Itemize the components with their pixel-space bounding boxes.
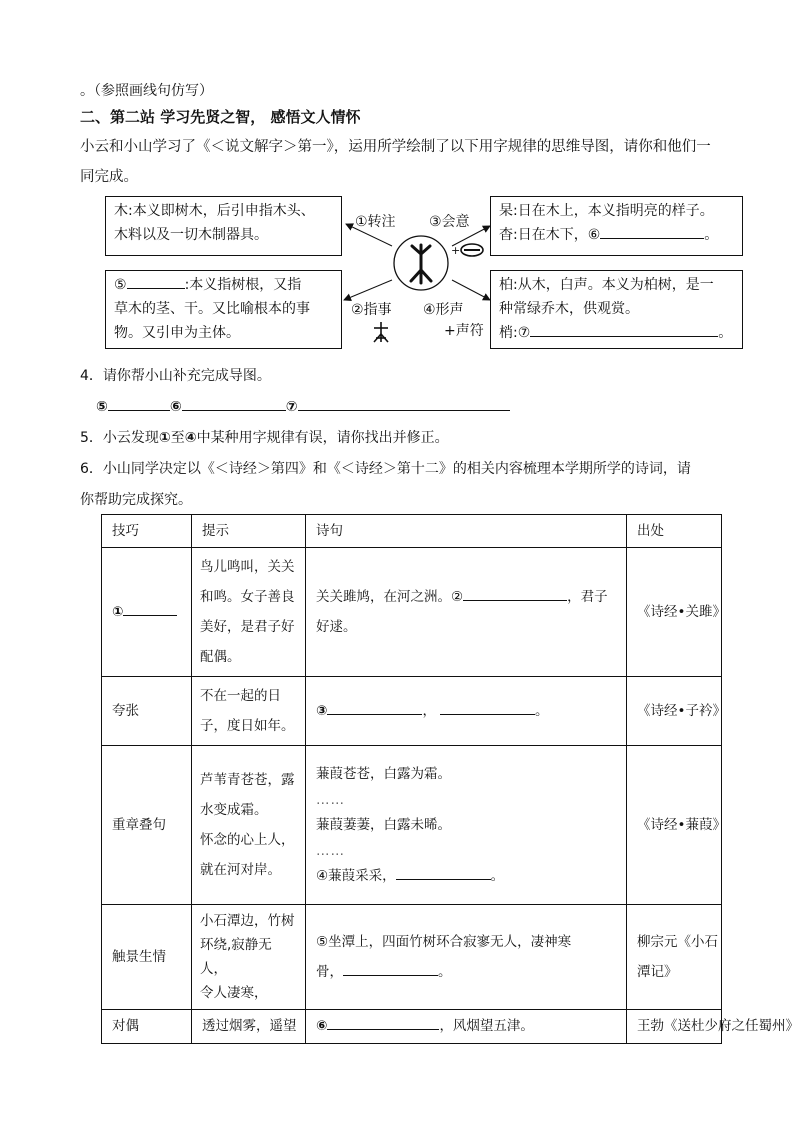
row4-hint-line: 小石潭边，竹树 <box>200 913 295 929</box>
q5-c1: ① <box>158 430 171 446</box>
exploration-table <box>101 514 799 1044</box>
header-skill: 技巧 <box>102 515 192 548</box>
row5-verse-suffix: ，风烟望五津。 <box>439 1018 534 1034</box>
blank-6-table[interactable] <box>327 1015 439 1030</box>
q5-prefix: 5．小云发现 <box>80 430 159 446</box>
mindmap-box-top-left <box>105 196 342 256</box>
box-tr-line1: 杲:日在木上，本义指明亮的样子。 <box>499 203 714 219</box>
row1-verse-a-suffix: ，君子 <box>567 589 608 605</box>
blank-3b[interactable] <box>440 700 535 715</box>
intro-paragraph-line2: 同完成。 <box>80 169 138 185</box>
box-bl-prefix: ⑤ <box>114 277 127 293</box>
box-br-line3-suffix: 。 <box>718 325 733 341</box>
box-tr-line2-prefix: 杳:日在木下，⑥ <box>499 227 601 243</box>
row2-verse-mid: ， <box>422 702 436 719</box>
table-row <box>102 1010 722 1044</box>
box-tl-line2: 木料以及一切木制器具。 <box>114 227 268 243</box>
row4-skill: 触景生情 <box>102 905 192 1010</box>
row2-verse <box>306 677 627 746</box>
answer-7-blank[interactable] <box>298 396 510 411</box>
row5-skill: 对偶 <box>102 1010 192 1044</box>
row2-verse-suffix: 。 <box>534 702 549 719</box>
row2-hint <box>192 677 306 746</box>
box-bl-line2: 草木的茎、干。又比喻根本的事 <box>114 301 310 317</box>
row5-hint: 透过烟雾，遥望 <box>192 1010 306 1044</box>
label-huiyi: ③会意 <box>429 214 470 230</box>
ancient-ben-glyph <box>374 322 388 342</box>
row3-hint-line: 水变成霜。 <box>200 802 268 818</box>
label-zhishi: ②指事 <box>351 302 392 318</box>
row4-verse <box>306 905 627 1010</box>
mindmap-box-bottom-right <box>490 270 743 349</box>
blank-6[interactable] <box>600 224 704 239</box>
row3-hint <box>192 746 306 905</box>
question-6-line2: 你帮助完成探究。 <box>80 492 192 508</box>
row3-verse-ellipsis: …… <box>316 791 345 808</box>
row1-hint-line: 配偶。 <box>200 649 241 665</box>
box-tl-line1: 木:本义即树木，后引申指木头、 <box>114 203 315 219</box>
header-hint: 提示 <box>192 515 306 548</box>
mindmap-box-bottom-left <box>105 270 342 349</box>
row4-verse-a: ⑤坐潭上，四面竹树环合寂寥无人，凄神寒 <box>316 934 572 950</box>
table-row <box>102 677 722 746</box>
label-xingsheng: ④形声 <box>423 302 464 318</box>
row5-verse-prefix: ⑥ <box>316 1018 328 1034</box>
header-source: 出处 <box>627 515 722 548</box>
answer-6-blank[interactable] <box>182 396 286 411</box>
row3-hint-line: 怀念的心上人， <box>200 832 295 848</box>
row2-hint-line: 子，度日如年。 <box>200 718 295 734</box>
box-tr-line2-suffix: 。 <box>704 227 719 243</box>
row3-verse-ellipsis: …… <box>316 842 345 859</box>
answer-5-blank[interactable] <box>108 396 170 411</box>
box-br-line3-prefix: 梢:⑦ <box>499 325 531 341</box>
q5-mid: 至 <box>170 430 185 446</box>
blank-1[interactable] <box>123 601 177 616</box>
table-row <box>102 905 722 1010</box>
row3-verse-line: 蒹葭萋萋，白露未晞。 <box>316 816 451 833</box>
row4-hint-line: 环绕,寂静无人， <box>200 937 272 977</box>
row1-verse-b: 好逑。 <box>316 619 357 635</box>
q5-suffix: 中某种用字规律有误，请你找出并修正。 <box>196 430 449 446</box>
box-br-line1: 柏:从木，白声。本义为柏树，是一 <box>499 277 714 293</box>
row3-verse-last-suffix: 。 <box>490 867 505 884</box>
row2-verse-prefix: ③ <box>316 702 328 719</box>
ans-7-label: ⑦ <box>285 399 298 415</box>
row3-verse <box>306 746 627 905</box>
label-zhuanzhu: ①转注 <box>355 214 396 230</box>
table-row <box>102 548 722 677</box>
question-4-answers <box>96 396 510 415</box>
blank-5[interactable] <box>343 961 438 976</box>
row4-verse-b-suffix: 。 <box>438 964 452 980</box>
row1-hint-line: 鸟儿鸣叫，关关 <box>200 559 295 575</box>
row1-skill <box>102 548 192 677</box>
ans-5-label: ⑤ <box>96 399 108 415</box>
mindmap-box-top-right <box>490 196 743 256</box>
table-header-row <box>102 515 722 548</box>
table-row <box>102 746 722 905</box>
box-br-line2: 种常绿乔木，供观赏。 <box>499 301 639 317</box>
blank-3a[interactable] <box>327 700 422 715</box>
box-bl-line3: 物。又引申为主体。 <box>114 325 240 341</box>
row1-verse-a: 关关雎鸠，在河之洲。② <box>316 589 464 605</box>
row3-skill: 重章叠句 <box>102 746 192 905</box>
label-huiyi-plus: + <box>451 244 461 257</box>
row2-source: 《诗经•子衿》 <box>627 677 722 746</box>
row2-hint-line: 不在一起的日 <box>200 688 281 704</box>
blank-4[interactable] <box>396 865 491 880</box>
row2-skill: 夸张 <box>102 677 192 746</box>
row1-hint-line: 和鸣。女子善良 <box>200 589 295 605</box>
row4-source <box>627 905 722 1010</box>
row3-hint-line: 就在河对岸。 <box>200 862 281 878</box>
blank-7-box[interactable] <box>530 322 718 337</box>
ans-6-label: ⑥ <box>169 399 182 415</box>
label-shengfu: +声符 <box>444 323 484 339</box>
row3-hint-line: 芦苇青苍苍，露 <box>200 772 295 788</box>
row4-source-a: 柳宗元《小石 <box>637 934 718 950</box>
row1-hint <box>192 548 306 677</box>
row4-hint-line: 令人凄寒， <box>200 985 268 1001</box>
blank-5-box[interactable] <box>127 274 185 289</box>
row1-verse <box>306 548 627 677</box>
row5-source: 王勃《送杜少府之任蜀州》 <box>627 1010 722 1044</box>
fill-note: 。（参照画线句仿写） <box>80 83 213 99</box>
intro-paragraph-line1: 小云和小山学习了《＜说文解字＞第一》，运用所学绘制了以下用字规律的思维导图，请你和他们一 <box>80 139 711 155</box>
q5-c4: ④ <box>184 430 197 446</box>
box-bl-line1-suffix: :本义指树根，又指 <box>184 277 302 293</box>
question-5 <box>80 427 449 447</box>
row1-hint-line: 美好，是君子好 <box>200 619 295 635</box>
row5-verse <box>306 1010 627 1044</box>
section-heading: 二、第二站 学习先贤之智， 感悟文人情怀 <box>80 108 361 126</box>
row3-verse-last-prefix: ④蒹葭采采， <box>316 867 396 884</box>
row3-verse-line: 蒹葭苍苍，白露为霜。 <box>316 765 451 782</box>
blank-2[interactable] <box>463 586 567 601</box>
row1-skill-label: ① <box>112 603 124 620</box>
question-6-line1: 6．小山同学决定以《＜诗经＞第四》和《＜诗经＞第十二》的相关内容梳理本学期所学的诗词，请 <box>80 461 691 477</box>
row4-verse-b-prefix: 骨， <box>316 964 343 980</box>
row4-source-b: 潭记》 <box>637 964 678 980</box>
row3-source: 《诗经•蒹葭》 <box>627 746 722 905</box>
row4-hint <box>192 905 306 1010</box>
row1-source: 《诗经•关雎》 <box>627 548 722 677</box>
question-4: 4．请你帮小山补充完成导图。 <box>80 368 271 384</box>
header-verse: 诗句 <box>306 515 627 548</box>
